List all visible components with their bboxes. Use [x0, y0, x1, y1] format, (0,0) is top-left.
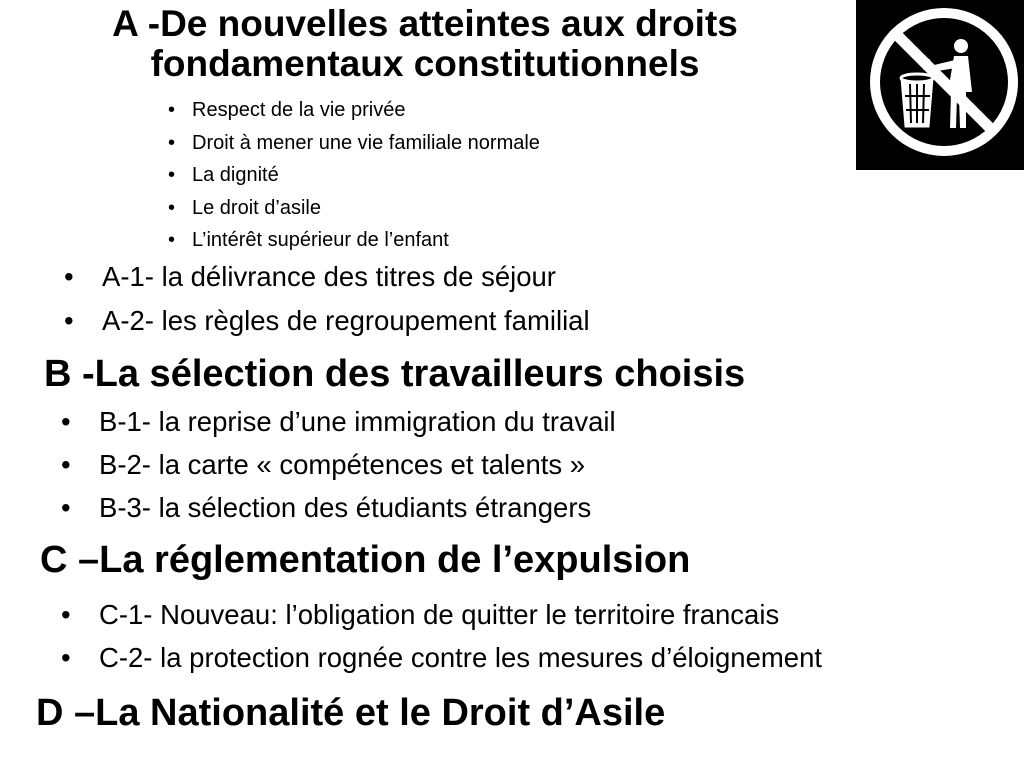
- list-item: • A-1- la délivrance des titres de séjour: [60, 260, 590, 304]
- list-item: • La dignité: [168, 162, 540, 195]
- section-b-list: [57, 405, 616, 534]
- no-littering-logo: [856, 0, 1024, 170]
- no-littering-icon: [856, 0, 1024, 170]
- list-item: • B-2- la carte « compétences et talents »: [57, 448, 616, 491]
- section-a-title: A -De nouvelles atteintes aux droits fondamentaux constitutionnels: [112, 3, 738, 84]
- section-d-title: D –La Nationalité et le Droit d’Asile: [36, 692, 666, 734]
- section-a-list: [60, 260, 590, 348]
- section-b-title: B -La sélection des travailleurs choisis: [44, 353, 746, 395]
- list-item: • A-2- les règles de regroupement familial: [60, 304, 590, 348]
- list-item: • B-3- la sélection des étudiants étrangers: [57, 491, 616, 534]
- list-item: • Le droit d’asile: [168, 195, 540, 228]
- list-item: • C-1- Nouveau: l’obligation de quitter le territoire francais: [57, 598, 822, 641]
- list-item: • Droit à mener une vie familiale normale: [168, 130, 540, 163]
- rights-list: [168, 97, 540, 260]
- list-item: • Respect de la vie privée: [168, 97, 540, 130]
- section-c-list: [57, 598, 822, 684]
- section-c-title: C –La réglementation de l’expulsion: [40, 539, 691, 581]
- list-item: • B-1- la reprise d’une immigration du travail: [57, 405, 616, 448]
- list-item: • L’intérêt supérieur de l’enfant: [168, 227, 540, 260]
- list-item: • C-2- la protection rognée contre les mesures d’éloignement: [57, 641, 822, 684]
